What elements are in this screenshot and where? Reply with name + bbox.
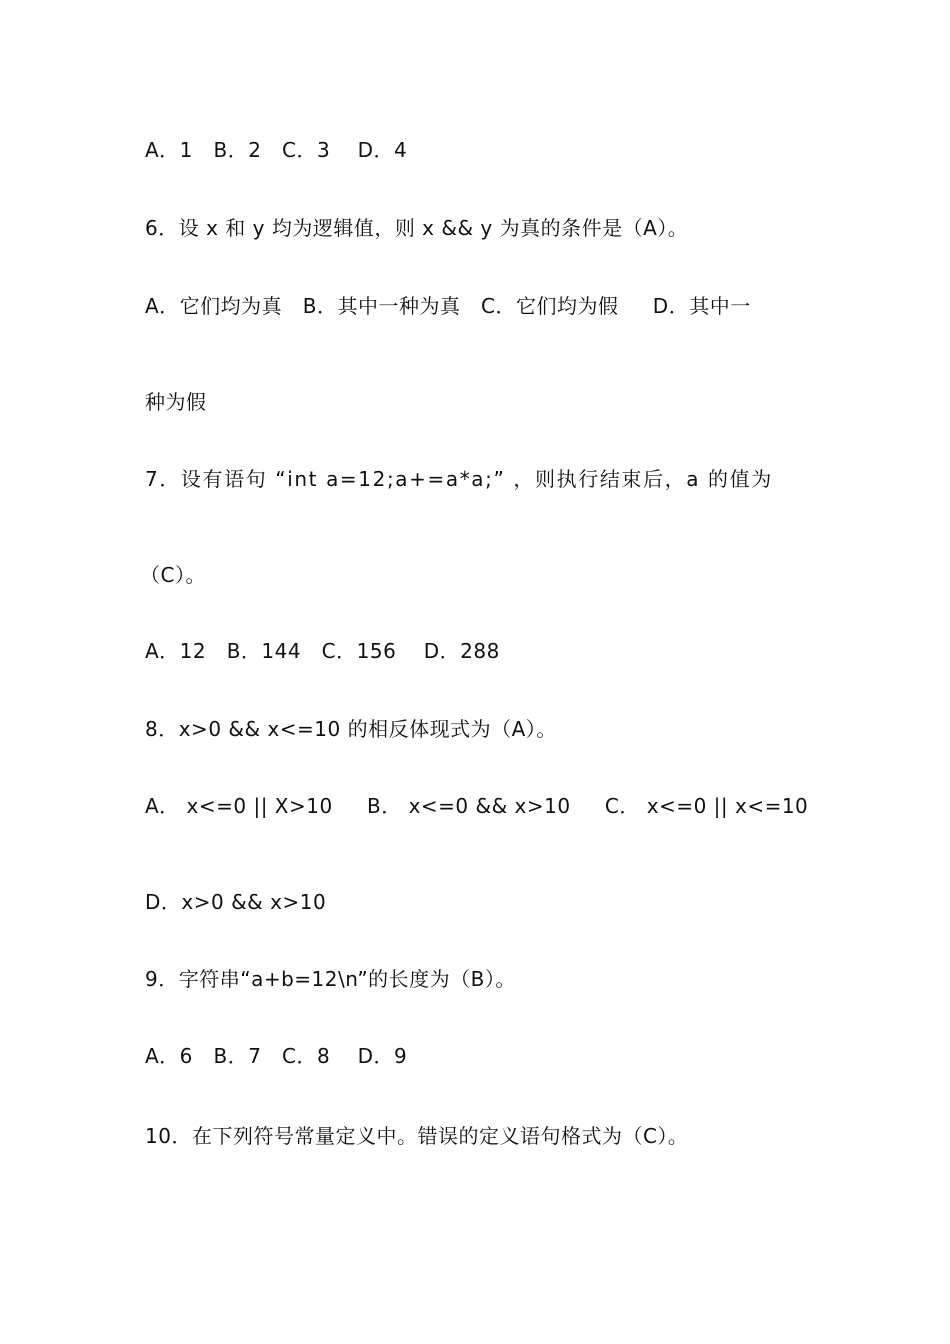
- q8-option-d: D．x>0 && x>10: [145, 890, 327, 914]
- q7-question: 7．设有语句 “int a=12;a+=a*a;” ，则执行结束后，a 的值为: [145, 467, 773, 491]
- q8-question: 8．x>0 && x<=10 的相反体现式为（A）。: [145, 717, 557, 741]
- q7-answer: （C）。: [140, 563, 206, 587]
- q6-options: A．它们均为真 B．其中一种为真 C．它们均为假 D．其中一: [145, 294, 751, 318]
- q5-options: A．1 B．2 C．3 D．4: [145, 138, 408, 162]
- q9-options: A．6 B．7 C．8 D．9: [145, 1044, 408, 1068]
- q6-options-continued: 种为假: [145, 390, 207, 414]
- q8-options: A． x<=0 || X>10 B． x<=0 && x>10 C． x<=0 || x<=10: [145, 794, 809, 818]
- q7-options: A．12 B．144 C．156 D．288: [145, 639, 500, 663]
- q6-question: 6．设 x 和 y 均为逻辑值，则 x && y 为真的条件是（A）。: [145, 216, 689, 240]
- q10-question: 10．在下列符号常量定义中。错误的定义语句格式为（C）。: [145, 1124, 689, 1148]
- q9-question: 9．字符串“a+b=12\n”的长度为（B）。: [145, 967, 516, 991]
